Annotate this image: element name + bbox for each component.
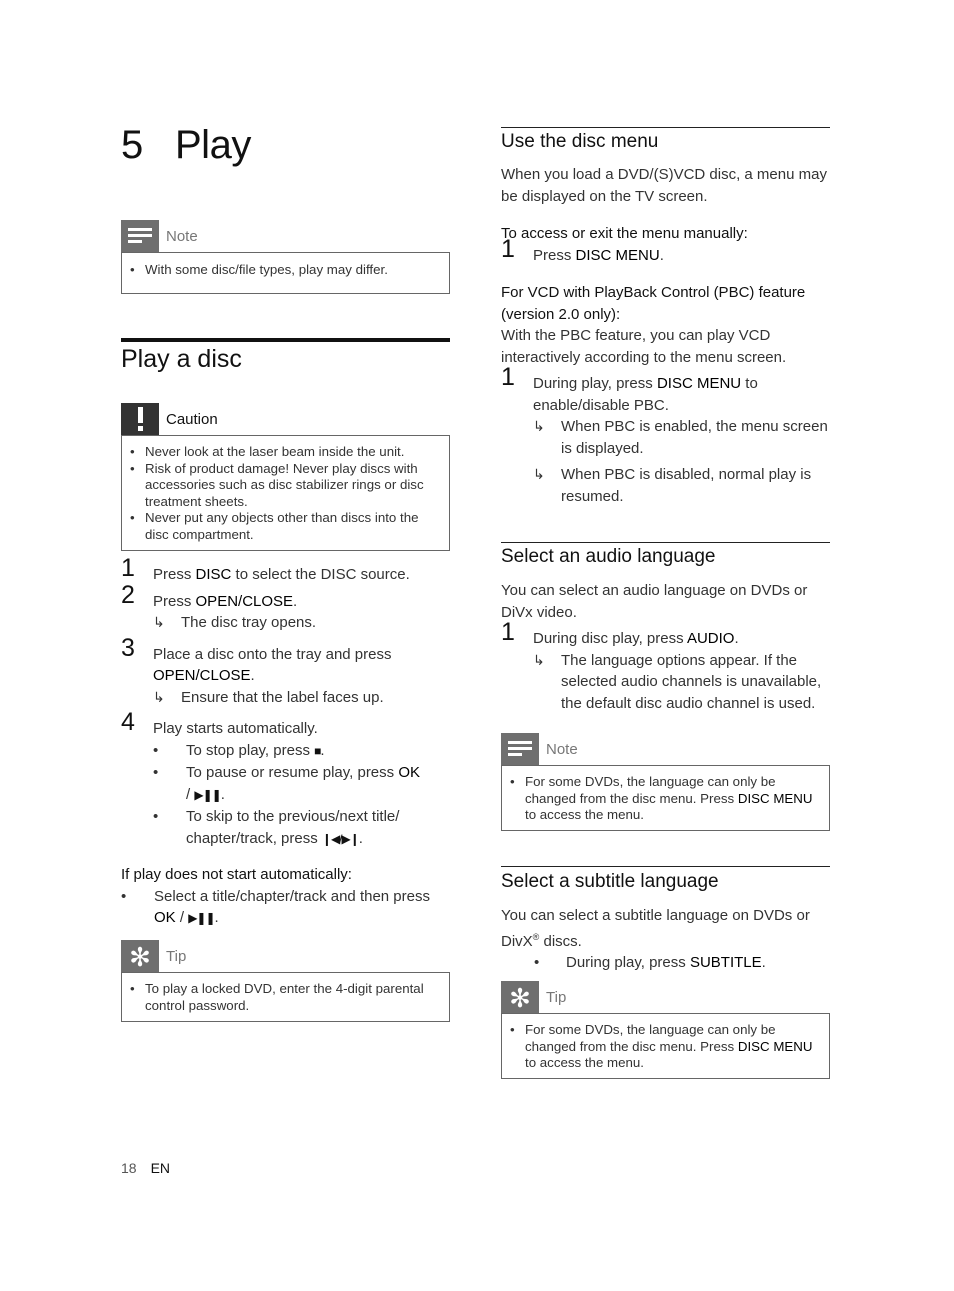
note-item: • For some DVDs, the language can only be changed from the disc menu. Press DISC MENU to access the menu.: [525, 774, 819, 824]
disc-menu-intro: When you load a DVD/(S)VCD disc, a menu may be displayed on the TV screen.: [501, 166, 827, 205]
step-number: 2: [121, 580, 135, 609]
page-number: 18: [121, 1160, 137, 1176]
step-number: 4: [121, 708, 135, 736]
tip-label: Tip: [166, 948, 187, 965]
svg-text:✻: ✻: [509, 984, 531, 1013]
step-result: ↳ The disc tray opens.: [153, 612, 450, 634]
step-number: 3: [121, 633, 135, 662]
play-pause-icon: ▶❚❚: [194, 787, 221, 802]
disc-menu-sub1: To access or exit the menu manually:: [501, 225, 748, 242]
chapter-title: Play: [175, 123, 251, 167]
caution-label: Caution: [166, 411, 218, 428]
step-bullet: • To stop play, press ■.: [153, 741, 325, 759]
subtitle-tip-panel: [501, 981, 830, 1079]
tip-item: • For some DVDs, the language can only be changed from the disc menu. Press DISC MENU to access the menu.: [525, 1022, 819, 1072]
step-number: 1: [121, 554, 135, 582]
audio-body: [501, 580, 830, 714]
step-4: 4 Play starts automatically. • To stop play, press ■. • To pause or resume play, press OK / ▶❚❚. • To skip to the previous/next title/ chapter/track, press ❙◀/▶❙.: [121, 718, 450, 850]
caution-panel: [121, 403, 450, 551]
step-number: 1: [501, 234, 515, 263]
note-icon: [501, 733, 539, 765]
result-arrow-icon: ↳: [533, 418, 545, 434]
tip-icon: [501, 981, 539, 1013]
section-divider: [501, 127, 830, 128]
audio-note-panel: [501, 733, 830, 831]
audio-intro: You can select an audio language on DVDs or DiVx video.: [501, 582, 808, 621]
section-title-play-disc: Play a disc: [121, 345, 242, 373]
step-result: ↳ Ensure that the label faces up.: [153, 687, 450, 709]
stop-icon: ■: [314, 743, 321, 758]
key-ok: OK: [154, 909, 176, 926]
section-divider: [121, 338, 450, 342]
subtitle-bullet: • During play, press SUBTITLE.: [534, 954, 766, 971]
step-result: ↳ When PBC is disabled, normal play is resumed.: [533, 466, 812, 505]
tip-item: • To play a locked DVD, enter the 4-digit parental control password.: [145, 981, 439, 1014]
disc-menu-body: [501, 164, 830, 507]
note-label: Note: [166, 228, 198, 245]
tip-panel: [121, 940, 450, 1022]
step-number: 1: [501, 363, 515, 391]
play-steps: [121, 554, 450, 850]
svg-text:✻: ✻: [129, 943, 151, 972]
key-disc-menu: DISC MENU: [737, 1038, 813, 1054]
caution-item: • Never put any objects other than discs into the disc compartment.: [145, 510, 439, 543]
pbc-text: With the PBC feature, you can play VCD interactively according to the menu screen.: [501, 327, 787, 366]
caution-icon: [121, 403, 159, 435]
language-code: EN: [150, 1160, 171, 1176]
key-disc-menu: DISC MENU: [656, 375, 742, 392]
note-item: • With some disc/file types, play may differ.: [145, 262, 439, 279]
key-open-close: OPEN/CLOSE: [153, 667, 251, 684]
section-title-audio: Select an audio language: [501, 546, 716, 567]
step-result: ↳ The language options appear. If the selected audio channels is unavailable, the default disc audio channel is used.: [533, 651, 822, 712]
step-3: 3 Place a disc onto the tray and press OPEN/CLOSE. ↳ Ensure that the label faces up.: [121, 644, 450, 709]
section-divider: [501, 866, 830, 867]
audio-step: 1 During disc play, press AUDIO. ↳ The language options appear. If the selected audio channels is unavailable, the default disc audio channel is used.: [501, 628, 830, 714]
tip-label: Tip: [546, 989, 567, 1006]
result-arrow-icon: ↳: [533, 466, 545, 482]
result-arrow-icon: ↳: [533, 651, 545, 668]
result-arrow-icon: ↳: [153, 614, 165, 630]
key-audio: AUDIO: [686, 630, 735, 647]
step-result: ↳ When PBC is enabled, the menu screen is displayed.: [533, 418, 828, 457]
page-footer: [121, 1160, 170, 1176]
key-open-close: OPEN/CLOSE: [195, 592, 294, 610]
auto-play-block: [121, 864, 450, 930]
play-pause-icon: ▶❚❚: [188, 911, 215, 925]
note-label: Note: [546, 741, 578, 758]
tip-icon: [121, 940, 159, 972]
section-divider: [501, 542, 830, 543]
note-icon: [121, 220, 159, 252]
auto-play-heading: If play does not start automatically:: [121, 866, 352, 883]
disc-menu-step: 1 Press DISC MENU.: [501, 234, 664, 264]
key-disc: DISC: [195, 566, 232, 583]
chapter-number: 5: [121, 123, 143, 167]
subtitle-body: [501, 905, 830, 974]
pbc-step: 1 During play, press DISC MENU to enable/disable PBC. ↳ When PBC is enabled, the menu screen is displayed. ↳ When PBC is disabled, normal play is resumed.: [501, 373, 830, 507]
step-1: 1 Press DISC to select the DISC source.: [121, 554, 410, 583]
caution-item: • Never look at the laser beam inside the unit.: [145, 444, 439, 461]
note-panel: [121, 220, 450, 294]
auto-play-bullet: • Select a title/chapter/track and then press OK / ▶❚❚.: [121, 887, 430, 926]
key-disc-menu: DISC MENU: [737, 790, 813, 806]
caution-item: • Risk of product damage! Never play discs with accessories such as disc stabilizer rings or disc treatment sheets.: [145, 461, 439, 511]
key-ok: OK: [398, 764, 421, 781]
chapter-heading: [121, 123, 251, 168]
subtitle-intro: You can select a subtitle language on DVDs or DivX® discs.: [501, 907, 810, 950]
pbc-heading: For VCD with PlayBack Control (PBC) feature (version 2.0 only):: [501, 284, 806, 323]
result-arrow-icon: ↳: [153, 688, 165, 705]
section-title-subtitle: Select a subtitle language: [501, 871, 719, 892]
step-bullet: • To pause or resume play, press OK / ▶❚❚.: [153, 764, 421, 803]
step-number: 1: [501, 618, 515, 646]
step-2: 2 Press OPEN/CLOSE. ↳ The disc tray opens.: [121, 591, 450, 634]
key-disc-menu: DISC MENU: [575, 246, 660, 264]
prev-next-icon: ❙◀/▶❙: [321, 831, 359, 846]
step-bullet: • To skip to the previous/next title/ chapter/track, press ❙◀/▶❙.: [153, 808, 400, 847]
key-subtitle: SUBTITLE: [689, 954, 762, 971]
section-title-disc-menu: Use the disc menu: [501, 131, 659, 152]
